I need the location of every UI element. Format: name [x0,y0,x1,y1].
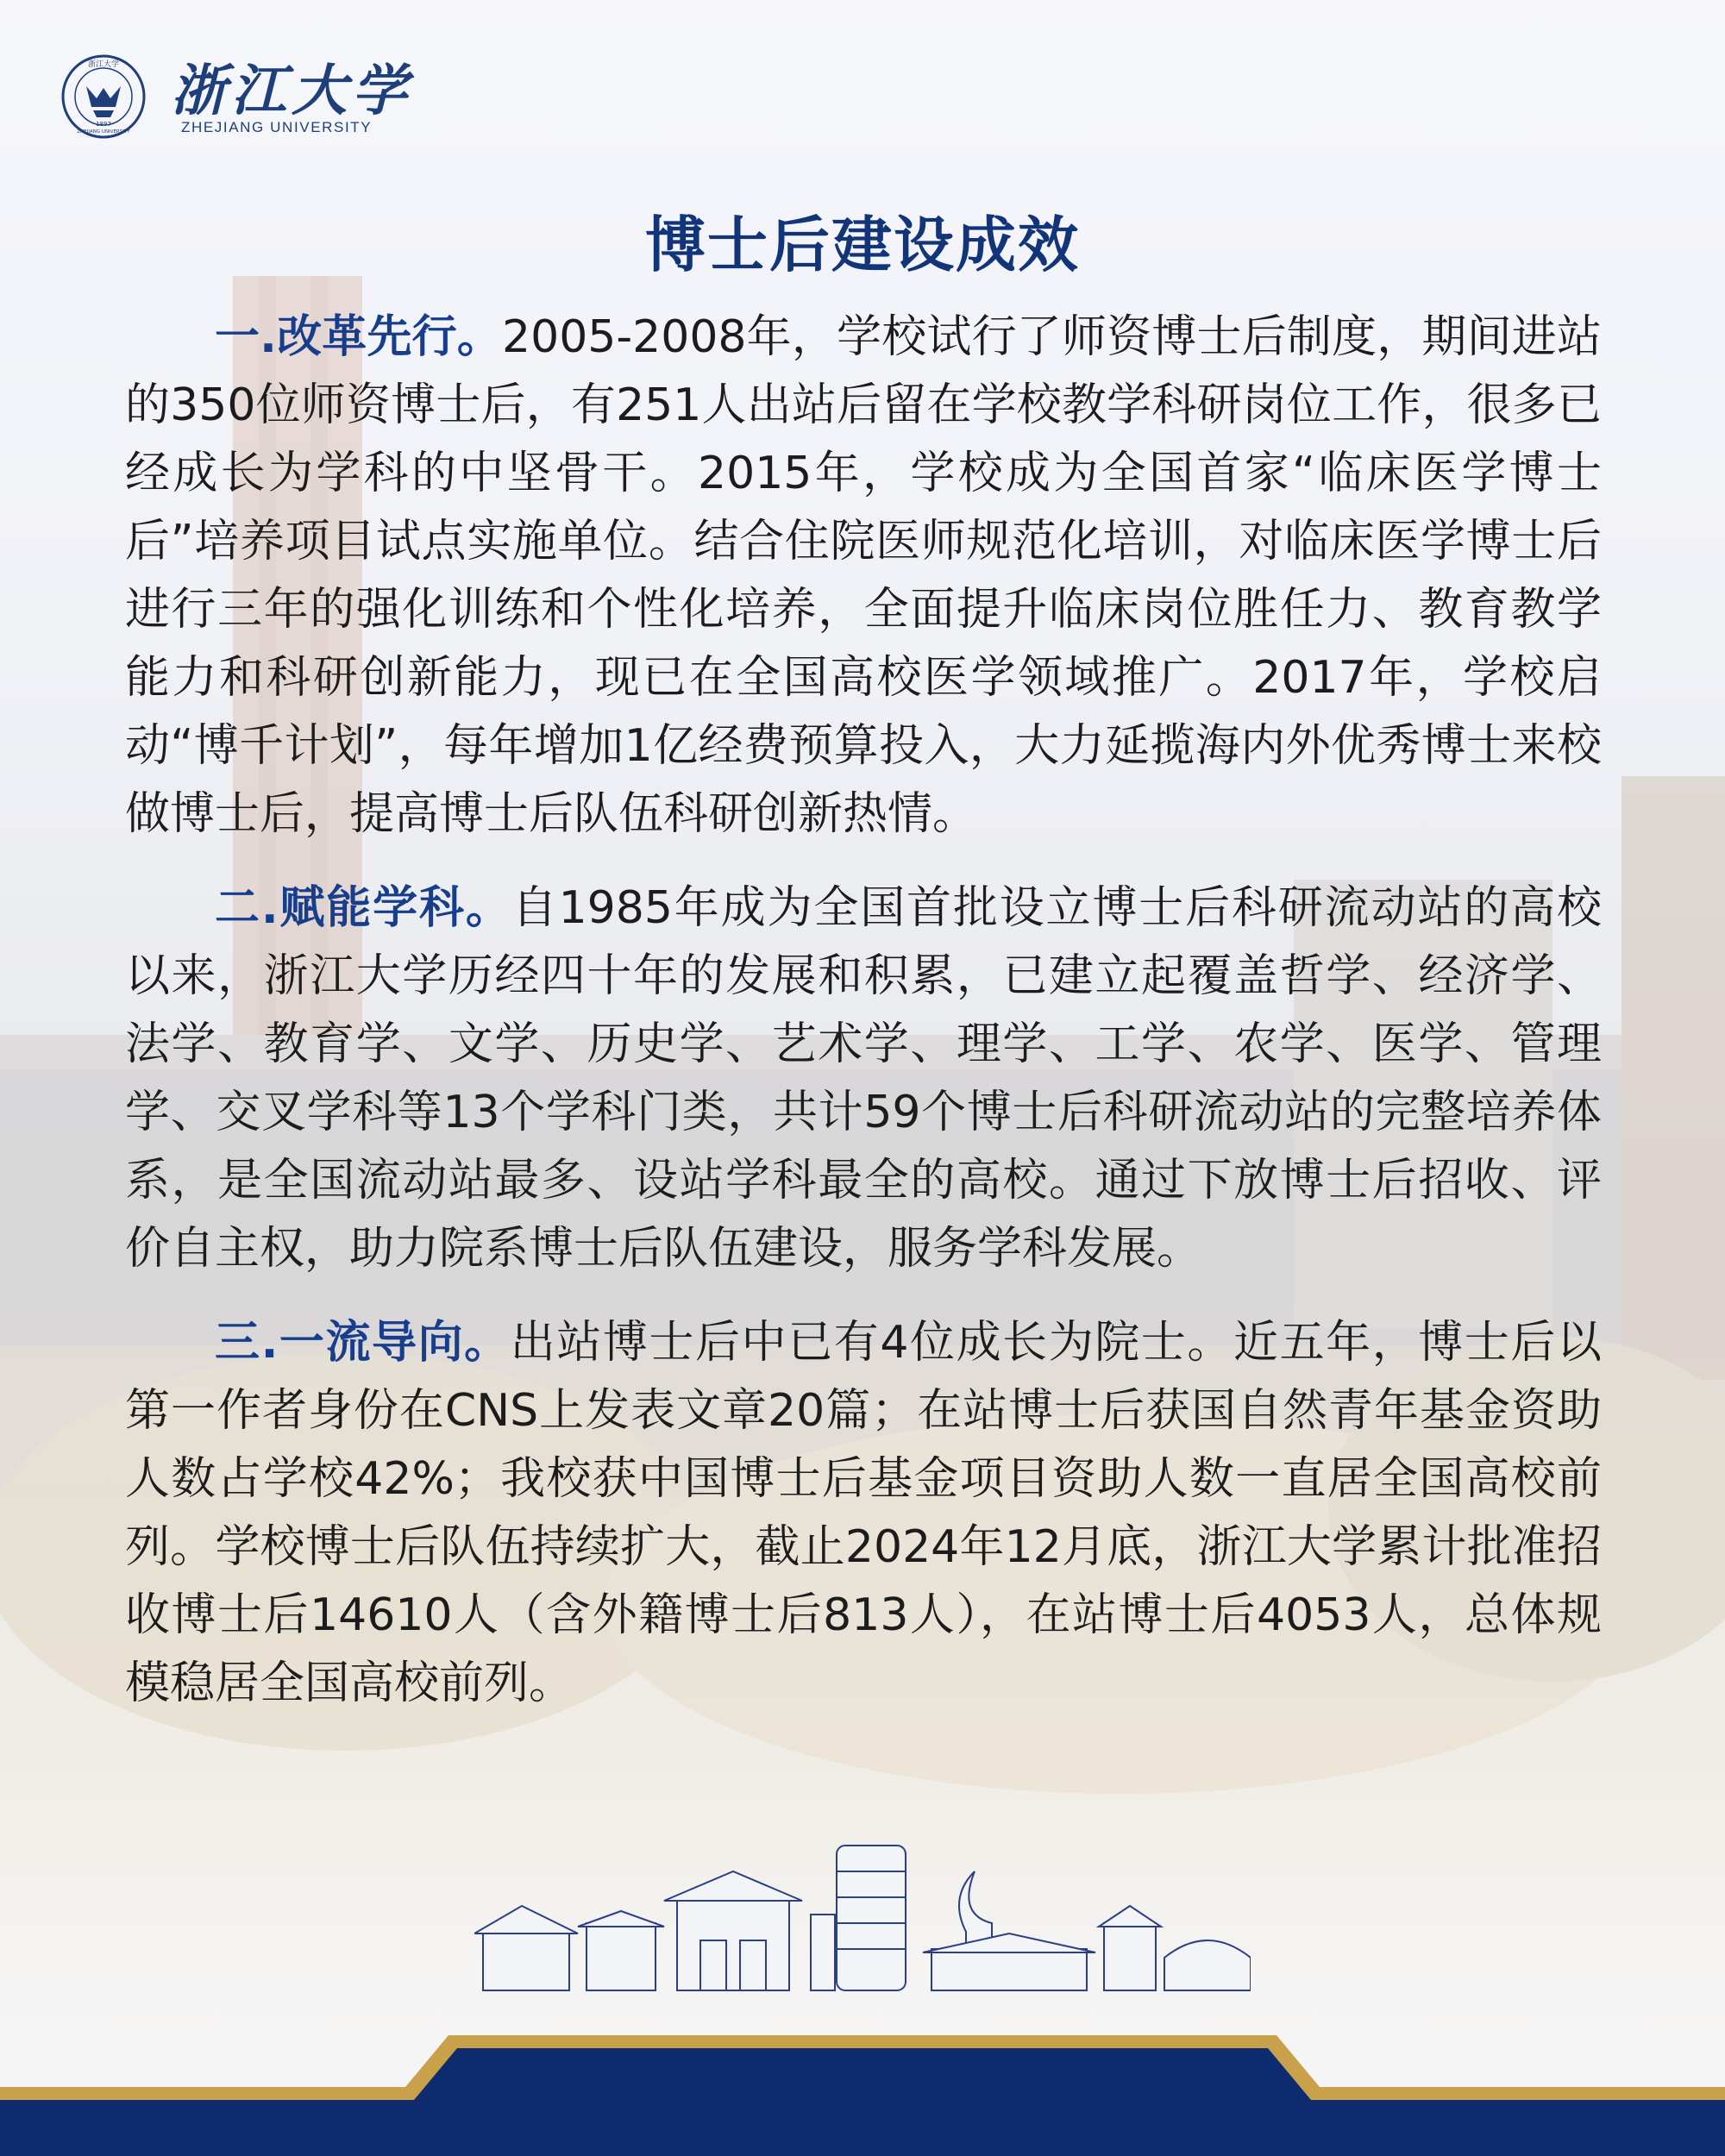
emblem-icon [60,53,147,140]
campus-skyline-illustration [474,1837,1251,1992]
emblem-ring-text: ZHEJIANG UNIVERSITY [77,129,130,135]
section-heading: 一.改革先行。 [215,311,503,363]
section-heading: 二.赋能学科。 [215,882,512,934]
logo-en-name: ZHEJIANG UNIVERSITY [181,119,373,135]
university-logo [60,53,440,140]
content-body [125,304,1602,1744]
footer-band [0,2027,1725,2156]
section-text: 出站博士后中已有4位成长为院士。近五年，博士后以第一作者身份在CNS上发表文章20篇；在站博士后获国自然青年基金资助人数占学校42%；我校获中国博士后基金项目资助人数一直居全国高校前列。学校博士后队伍持续扩大，截止2024年12月底，浙江大学累计批准招收博士后14610人（含外籍博士后813人），在站博士后4053人，总体规模稳居全国高校前列。 [125,1317,1602,1709]
logo-cn-name: 浙江大学 [171,59,412,123]
section-heading: 三.一流导向。 [215,1317,511,1369]
emblem-cn-text: 浙江大学 [87,60,120,69]
section-first-class [125,1309,1602,1718]
section-text: 2005-2008年，学校试行了师资博士后制度，期间进站的350位师资博士后，有251人出站后留在学校教学科研岗位工作，很多已经成长为学科的中坚骨干。2015年，学校成为全国首家“临床医学博士后”培养项目试点实施单位。结合住院医师规范化培训，对临床医学博士后进行三年的强化训练和个性化培养，全面提升临床岗位胜任力、教育教学能力和科研创新能力，现已在全国高校医学领域推广。2017年，学校启动“博千计划”，每年增加1亿经费预算投入，大力延揽海内外优秀博士来校做博士后，提高博士后队伍科研创新热情。 [125,311,1602,840]
emblem-year: 1897 [96,121,111,128]
section-reform [125,304,1602,849]
page-title: 博士后建设成效 [645,210,1080,280]
section-text: 自1985年成为全国首批设立博士后科研流动站的高校以来，浙江大学历经四十年的发展和积累，已建立起覆盖哲学、经济学、法学、教育学、文学、历史学、艺术学、理学、工学、农学、医学、管理学、交叉学科等13个学科门类，共计59个博士后科研流动站的完整培养体系，是全国流动站最多、设站学科最全的高校。通过下放博士后招收、评价自主权，助力院系博士后队伍建设，服务学科发展。 [125,882,1602,1275]
section-disciplines [125,874,1602,1283]
